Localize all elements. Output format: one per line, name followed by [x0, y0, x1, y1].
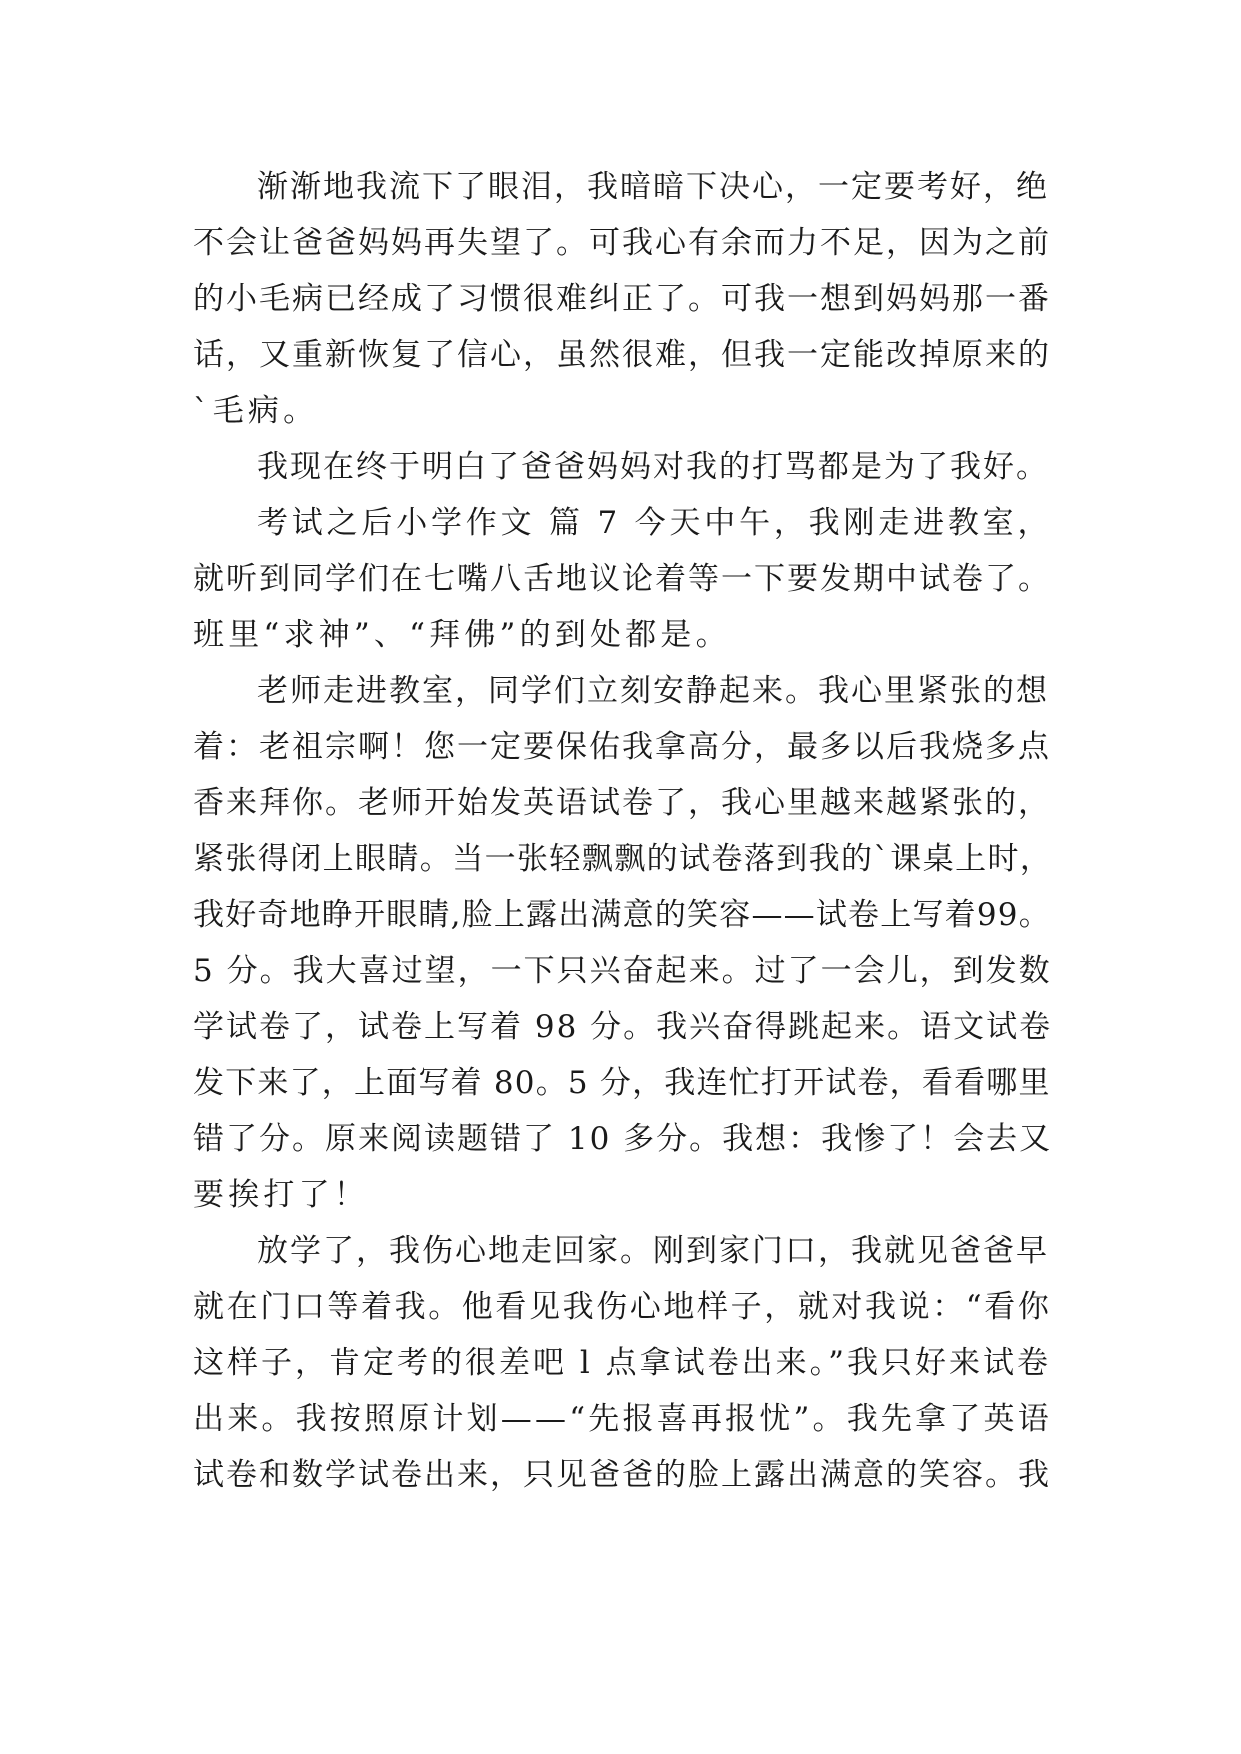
- text-line-6: 我现在终于明白了爸爸妈妈对我的打骂都是为了我好。: [257, 449, 1049, 485]
- text-line-11: 着：老祖宗啊！您一定要保佑我拿高分，最多以后我烧多点: [193, 729, 1051, 765]
- text-line-20: 放学了，我伤心地走回家。刚到家门口，我就见爸爸早: [257, 1233, 1049, 1269]
- text-line-8: 就听到同学们在七嘴八舌地议论着等一下要发期中试卷了。: [193, 561, 1051, 597]
- text-line-12: 香来拜你。老师开始发英语试卷了，我心里越来越紧张的，: [193, 785, 1051, 821]
- text-line-1: 渐渐地我流下了眼泪，我暗暗下决心，一定要考好，绝: [257, 169, 1049, 205]
- text-line-23: 出来。我按照原计划——“先报喜再报忧”。我先拿了英语: [193, 1401, 1052, 1437]
- text-line-2: 不会让爸爸妈妈再失望了。可我心有余而力不足，因为之前: [193, 225, 1051, 261]
- text-line-3: 的小毛病已经成了习惯很难纠正了。可我一想到妈妈那一番: [193, 281, 1051, 317]
- text-line-15: 5 分。我大喜过望，一下只兴奋起来。过了一会儿，到发数: [193, 953, 1052, 989]
- text-line-18: 错了分。原来阅读题错了 10 多分。我想：我惨了！会去又: [193, 1121, 1053, 1157]
- text-line-24: 试卷和数学试卷出来，只见爸爸的脸上露出满意的笑容。我: [193, 1457, 1051, 1493]
- text-line-13: 紧张得闭上眼睛。当一张轻飘飘的试卷落到我的`课桌上时，: [193, 841, 1053, 877]
- text-line-21: 就在门口等着我。他看见我伤心地样子，就对我说：“看你: [193, 1289, 1052, 1325]
- text-line-19: 要挨打了！: [193, 1177, 369, 1213]
- text-line-9: 班里“求神”、“拜佛”的到处都是。: [193, 617, 731, 653]
- text-line-10: 老师走进教室，同学们立刻安静起来。我心里紧张的想: [257, 673, 1049, 709]
- text-line-4: 话，又重新恢复了信心，虽然很难，但我一定能改掉原来的: [193, 337, 1051, 373]
- text-line-14: 我好奇地睁开眼睛,脸上露出满意的笑容——试卷上写着99。: [193, 897, 1051, 933]
- text-line-16: 学试卷了，试卷上写着 98 分。我兴奋得跳起来。语文试卷: [193, 1009, 1053, 1045]
- text-line-5: `毛病。: [193, 393, 319, 429]
- text-line-22: 这样子，肯定考的很差吧 l 点拿试卷出来。”我只好来试卷: [193, 1345, 1051, 1381]
- section-heading-line: 考试之后小学作文 篇 7 今天中午，我刚走进教室，: [257, 505, 1053, 541]
- text-line-17: 发下来了，上面写着 80。5 分，我连忙打开试卷，看看哪里: [193, 1065, 1051, 1101]
